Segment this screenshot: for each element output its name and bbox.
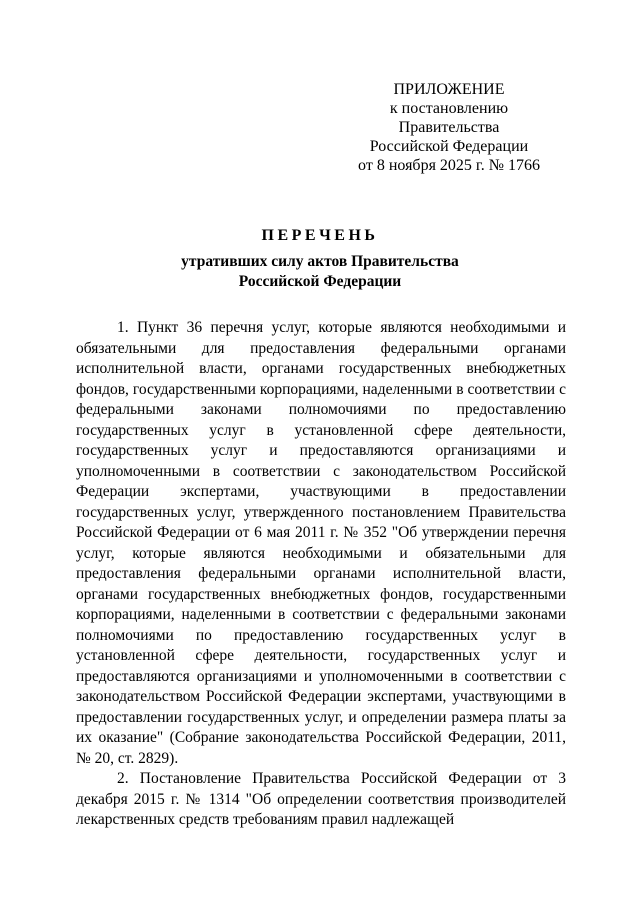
appendix-resolution-line: к постановлению Правительства xyxy=(389,100,509,136)
paragraph-1: 1. Пункт 36 перечня услуг, которые являются необходимыми и обязательными для предоставления федеральными органами исполнительной власти, органами государственных внебюджетных фондов, государственными корпорациями, наделенными в соответствии с федеральными законами полномочиями по предоставлению государственных услуг в установленной сфере деятельности, государственных услуг и предоставляются организациями и уполномоченными в соответствии с законодательством Российской Федерации экспертами, участвующими в предоставлении государственных услуг, утвержденного постановлением Правительства Российской Федерации от 6 мая 2011 г. № 352 "Об утверждении перечня услуг, которые являются необходимыми и обязательными для предоставления федеральными органами исполнительной власти, органами государственных внебюджетных фондов, государственными корпорациями, наделенными в соответствии с федеральными законами полномочиями по предоставлению государственных услуг в установленной сфере деятельности, государственных услуг и предоставляются организациями и уполномоченными в соответствии с законодательством Российской Федерации экспертами, участвующими в предоставлении государственных услуг, и определении размера платы за их оказание" (Собрание законодательства Российской Федерации, 2011, № 20, ст. 2829). xyxy=(76,319,566,767)
appendix-header xyxy=(340,80,558,175)
appendix-label: ПРИЛОЖЕНИЕ xyxy=(393,81,505,98)
subtitle-line-1: утративших силу актов Правительства xyxy=(181,253,459,270)
appendix-date-number: от 8 ноября 2025 г. № 1766 xyxy=(358,157,540,174)
document-subtitle xyxy=(150,252,490,292)
document-body xyxy=(76,318,566,831)
paragraph-2: 2. Постановление Правительства Российской Федерации от 3 декабря 2015 г. № 1314 "Об определении соответствия производителей лекарственных средств требованиям правил надлежащей xyxy=(76,770,566,828)
document-title: ПЕРЕЧЕНЬ xyxy=(261,227,379,244)
appendix-authority-line: Российской Федерации xyxy=(369,138,529,155)
subtitle-line-2: Российской Федерации xyxy=(238,273,402,290)
